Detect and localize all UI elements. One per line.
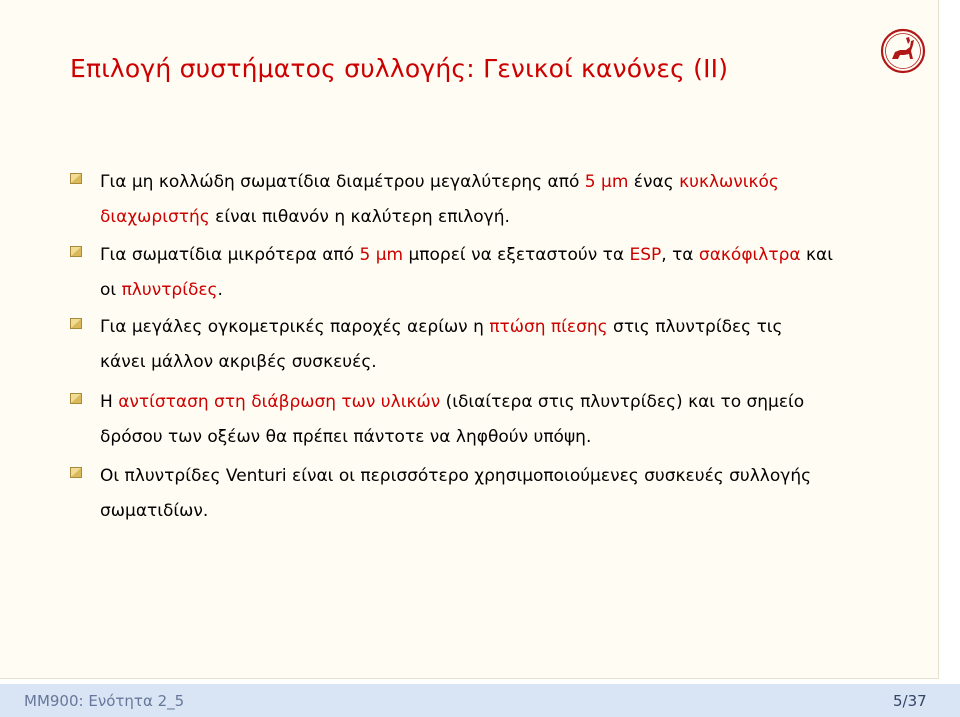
text-segment: . xyxy=(217,280,223,300)
bullet-item xyxy=(100,238,890,308)
text-segment: Οι πλυντρίδες Venturi είναι οι περισσότερο χρησιμοποιούμενες συσκευές συλλογής xyxy=(100,466,812,486)
text-segment: και xyxy=(800,245,833,265)
text-segment: δρόσου των οξέων θα πρέπει πάντοτε να ληφθούν υπόψη. xyxy=(100,427,592,447)
bullet-text-line xyxy=(100,273,890,308)
highlighted-term: πτώση πίεσης xyxy=(489,317,608,337)
university-logo-icon xyxy=(880,28,926,74)
footer-bar xyxy=(0,684,960,717)
bullet-text-line xyxy=(100,238,890,273)
bullet-text-line xyxy=(100,165,890,200)
highlighted-term: 5 μm xyxy=(584,172,629,192)
bullet-square-icon xyxy=(70,246,82,257)
highlighted-term: 5 μm xyxy=(359,245,404,265)
highlighted-term: σακόφιλτρα xyxy=(698,245,801,265)
text-segment: Για σωματίδια μικρότερα από xyxy=(100,245,360,265)
text-segment: Η xyxy=(100,392,119,412)
text-segment: (ιδιαίτερα στις πλυντρίδες) και το σημείο xyxy=(440,392,805,412)
bullet-item xyxy=(100,310,890,380)
text-segment: είναι πιθανόν η καλύτερη επιλογή. xyxy=(209,207,510,227)
bullet-item xyxy=(100,385,890,455)
text-segment: σωματιδίων. xyxy=(100,501,209,521)
highlighted-term: πλυντρίδες xyxy=(121,280,218,300)
bullet-item xyxy=(100,459,890,529)
highlighted-term: αντίσταση στη διάβρωση των υλικών xyxy=(118,392,441,412)
highlighted-term: ESP xyxy=(629,245,662,265)
bullet-square-icon xyxy=(70,173,82,184)
footer-course-label: ΜΜ900: Ενότητα 2_5 xyxy=(24,692,185,710)
bullet-square-icon xyxy=(70,318,82,329)
text-segment: κάνει μάλλον ακριβές συσκευές. xyxy=(100,352,377,372)
bullet-text-line xyxy=(100,200,890,235)
page-number: 5/37 xyxy=(893,692,927,710)
bullet-text-line xyxy=(100,420,890,455)
text-segment: Για μεγάλες ογκομετρικές παροχές αερίων η xyxy=(100,317,490,337)
text-segment: μπορεί να εξεταστούν τα xyxy=(403,245,630,265)
text-segment: οι xyxy=(100,280,122,300)
slide-title: Επιλογή συστήματος συλλογής: Γενικοί κανόνες (ΙΙ) xyxy=(70,54,729,83)
bullet-text-line xyxy=(100,310,890,345)
bullet-text-line xyxy=(100,385,890,420)
bullet-text-line xyxy=(100,494,890,529)
bullet-square-icon xyxy=(70,467,82,478)
bullet-square-icon xyxy=(70,393,82,404)
text-segment: , τα xyxy=(661,245,699,265)
bullet-text-line xyxy=(100,345,890,380)
bullet-item xyxy=(100,165,890,235)
text-segment: στις πλυντρίδες τις xyxy=(607,317,783,337)
text-segment: ένας xyxy=(628,172,680,192)
highlighted-term: κυκλωνικός xyxy=(679,172,779,192)
highlighted-term: διαχωριστής xyxy=(100,207,210,227)
bullet-text-line xyxy=(100,459,890,494)
text-segment: Για μη κολλώδη σωματίδια διαμέτρου μεγαλύτερης από xyxy=(100,172,585,192)
